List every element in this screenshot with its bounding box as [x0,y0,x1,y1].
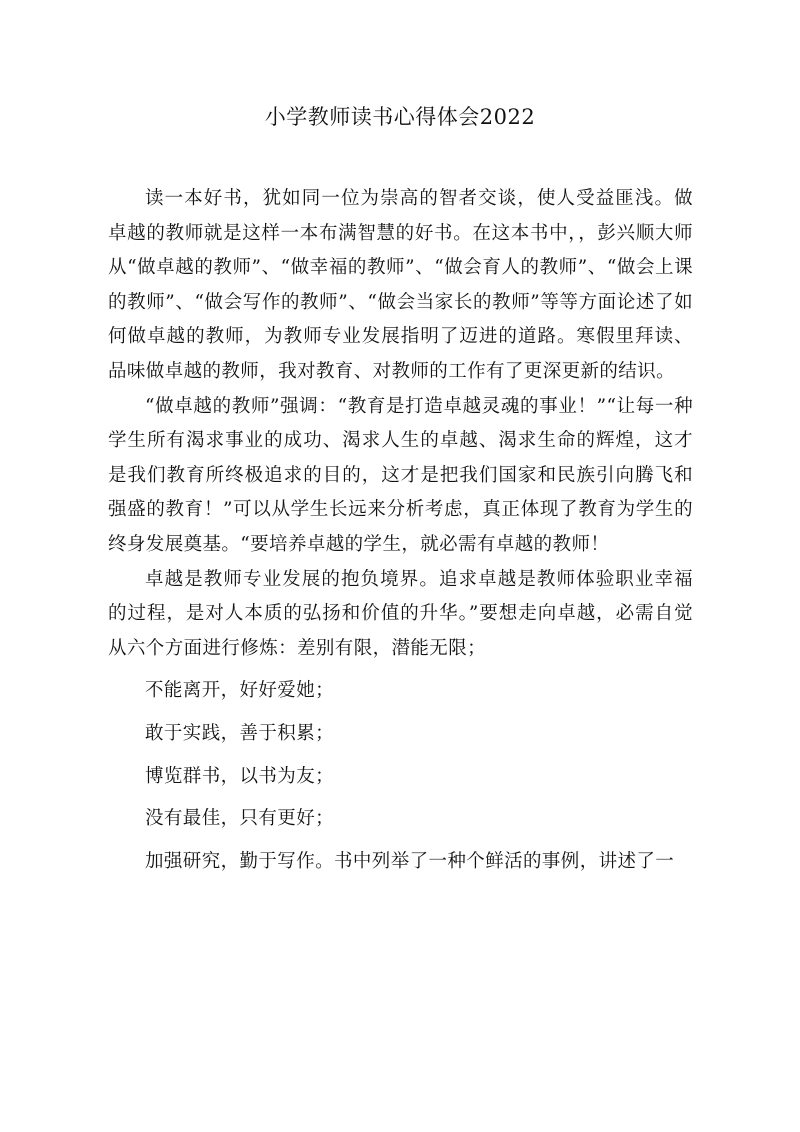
list-line-3: 博览群书，以书为友； [145,765,335,787]
list-line-4: 没有最佳，只有更好； [145,808,335,830]
list-line-2: 敢于实践，善于积累； [145,722,335,744]
document-title: 小学教师读书心得体会2022 [264,105,536,129]
list-line-5: 加强研究，勤于写作。书中列举了一种个鲜活的事例，讲述了一 [145,850,675,872]
list-line-1: 不能离开，好好爱她； [145,680,335,702]
paragraph-2: “做卓越的教师”强调：“教育是打造卓越灵魂的事业！”“让每一种学生所有渴求事业的成功、渴求人生的卓越、渴求生命的辉煌，这才是我们教育所终极追求的目的，这才是把我们国家和民族引向腾飞和强盛的教育！”可以从学生长远来分析考虑，真正体现了教育为学生的终身发展奠基。“要培养卓越的学生，就必需有卓越的教师！ [108,395,693,555]
paragraph-3: 卓越是教师专业发展的抱负境界。追求卓越是教师体验职业幸福的过程，是对人本质的弘扬和价值的升华。”要想走向卓越，必需自觉从六个方面进行修炼：差别有限，潜能无限； [108,568,693,659]
document-body [108,182,693,879]
paragraph-1: 读一本好书，犹如同一位为崇高的智者交谈，使人受益匪浅。做卓越的教师就是这样一本布满智慧的好书。在这本书中，，彭兴顺大师从“做卓越的教师”、“做幸福的教师”、“做会育人的教师”、“做会上课的教师”、“做会写作的教师”、“做会当家长的教师”等等方面论述了如何做卓越的教师，为教师专业发展指明了迈进的道路。寒假里拜读、品味做卓越的教师，我对教育、对教师的工作有了更深更新的结识。 [108,188,693,382]
